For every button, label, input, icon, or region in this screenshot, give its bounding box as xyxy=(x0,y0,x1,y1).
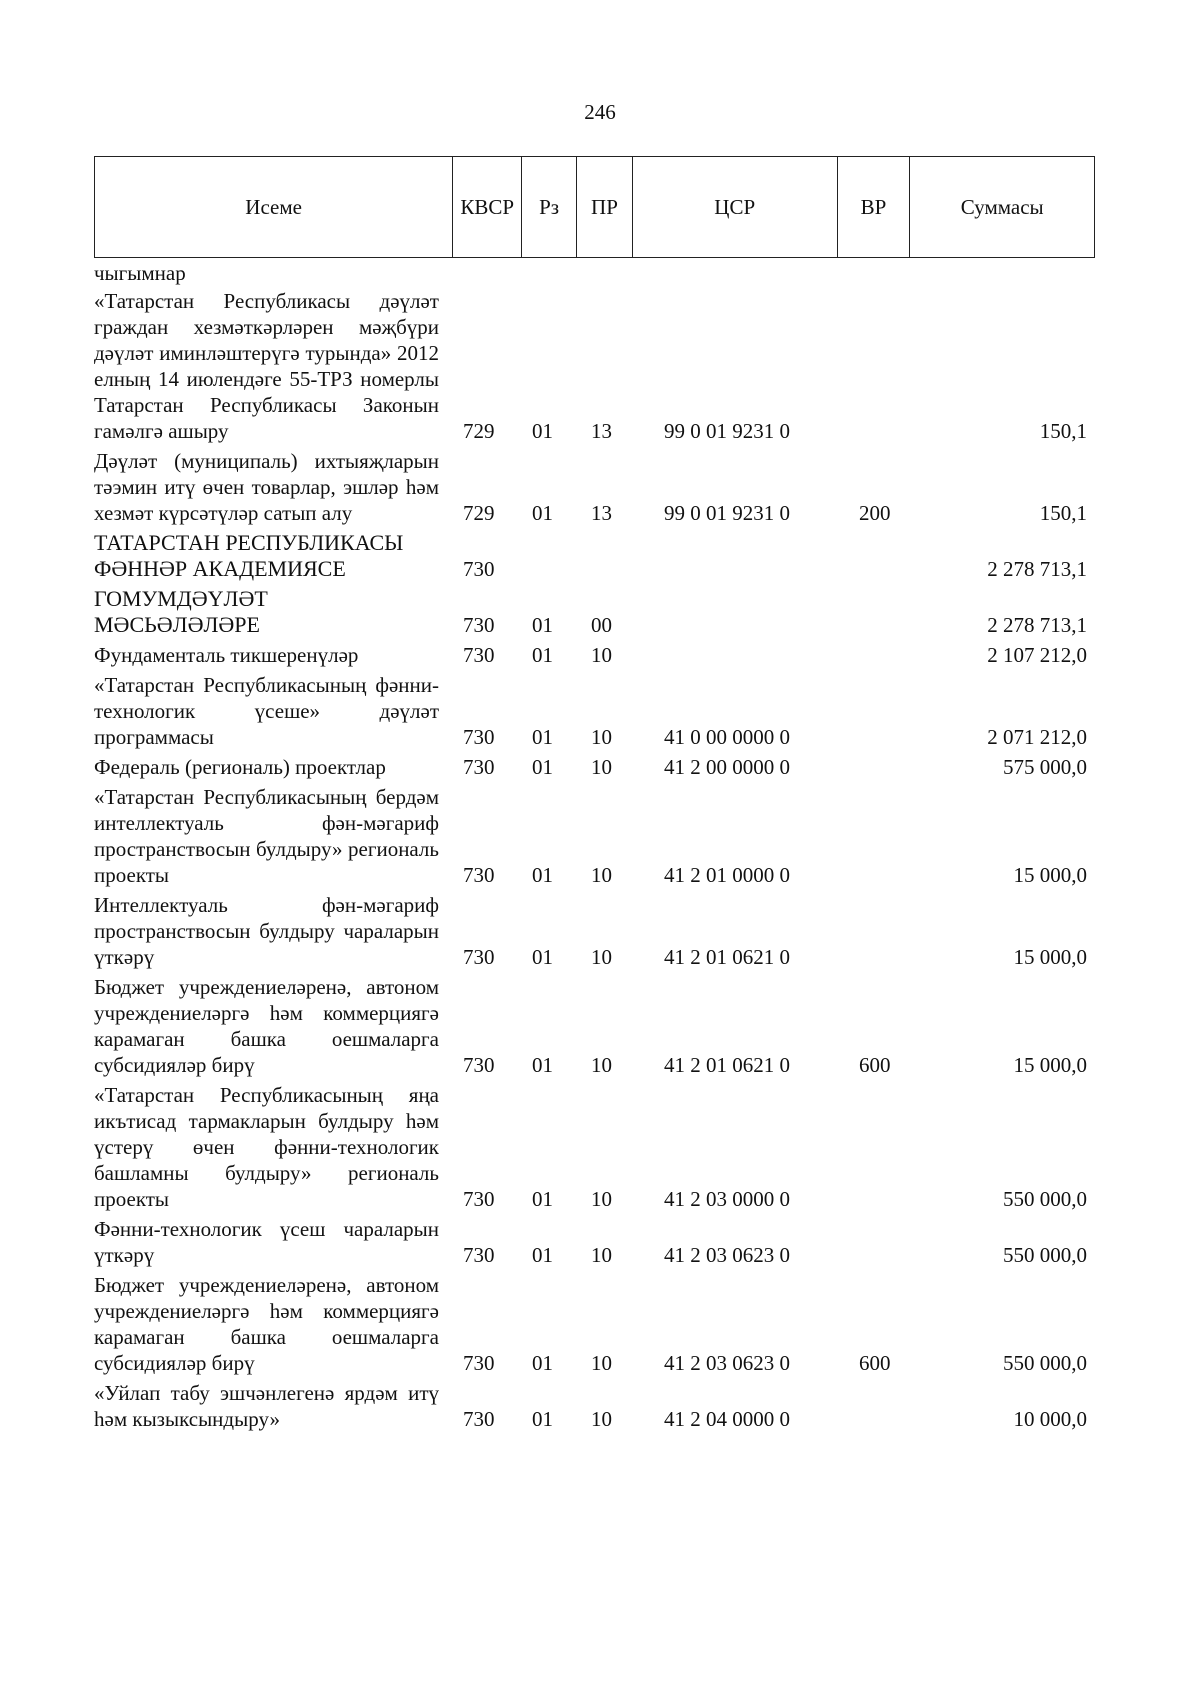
row-name: Фәнни-технологик үсеш чараларын үткәрү xyxy=(94,1217,439,1267)
table-row xyxy=(94,892,1095,970)
row-pr: 10 xyxy=(591,1407,612,1431)
row-pr: 10 xyxy=(591,1187,612,1211)
row-pr: 10 xyxy=(591,755,612,779)
table-header xyxy=(94,156,1095,258)
header-rz: Рз xyxy=(522,157,577,257)
budget-table xyxy=(94,156,1095,1436)
row-kvsr: 730 xyxy=(463,613,495,637)
row-csr: 41 2 03 0623 0 xyxy=(664,1351,790,1375)
row-rz: 01 xyxy=(532,643,553,667)
table-row xyxy=(94,642,1095,668)
row-sum: 2 071 212,0 xyxy=(987,725,1087,749)
row-name: «Татарстан Республикасының бердәм интеллектуаль фән-мәгариф пространствосын булдыру» региональ проекты xyxy=(94,785,439,887)
row-kvsr: 729 xyxy=(463,501,495,525)
header-pr: ПР xyxy=(577,157,633,257)
table-row xyxy=(94,530,1095,582)
row-csr: 41 0 00 0000 0 xyxy=(664,725,790,749)
page-number: 246 xyxy=(584,100,616,124)
row-rz: 01 xyxy=(532,1407,553,1431)
row-rz: 01 xyxy=(532,863,553,887)
row-pr: 10 xyxy=(591,1053,612,1077)
header-vr: ВР xyxy=(838,157,911,257)
row-pr: 10 xyxy=(591,725,612,749)
row-kvsr: 730 xyxy=(463,1187,495,1211)
table-row xyxy=(94,672,1095,750)
row-csr: 99 0 01 9231 0 xyxy=(664,501,790,525)
row-sum: 575 000,0 xyxy=(1003,755,1087,779)
table-row xyxy=(94,448,1095,526)
row-rz: 01 xyxy=(532,725,553,749)
row-sum: 150,1 xyxy=(1039,501,1087,525)
row-kvsr: 730 xyxy=(463,863,495,887)
table-row xyxy=(94,784,1095,888)
continuation-text: чыгымнар xyxy=(94,261,186,285)
row-kvsr: 729 xyxy=(463,419,495,443)
row-name: «Татарстан Республикасының фәнни-технологик үсеше» дәүләт программасы xyxy=(94,673,439,749)
row-kvsr: 730 xyxy=(463,557,495,581)
row-sum: 10 000,0 xyxy=(1013,1407,1087,1431)
row-name: «Татарстан Республикасының яңа икътисад тармакларын булдыру һәм үстерү өчен фәнни-технологик башламны булдыру» региональ проекты xyxy=(94,1083,439,1211)
row-csr: 99 0 01 9231 0 xyxy=(664,419,790,443)
row-pr: 00 xyxy=(591,613,612,637)
row-csr: 41 2 01 0621 0 xyxy=(664,1053,790,1077)
row-sum: 15 000,0 xyxy=(1013,945,1087,969)
row-name: ГОМУМДӘҮЛӘТ МӘСЬӘЛӘЛӘРЕ xyxy=(94,586,268,637)
row-sum: 15 000,0 xyxy=(1013,1053,1087,1077)
row-name: «Татарстан Республикасы дәүләт граждан хезмәткәрләрен мәҗбүри дәүләт иминләштерүгә турында» 2012 елның 14 июлендәге 55-ТРЗ номерлы Татарстан Республикасы Законын гамәлгә ашыру xyxy=(94,289,439,443)
row-kvsr: 730 xyxy=(463,643,495,667)
row-name: Бюджет учреждениеләренә, автоном учреждениеләргә һәм коммерциягә карамаган башка оешмаларга субсидияләр бирү xyxy=(94,975,439,1077)
row-pr: 10 xyxy=(591,945,612,969)
row-csr: 41 2 04 0000 0 xyxy=(664,1407,790,1431)
row-rz: 01 xyxy=(532,1187,553,1211)
row-name: Бюджет учреждениеләренә, автоном учреждениеләргә һәм коммерциягә карамаган башка оешмаларга субсидияләр бирү xyxy=(94,1273,439,1375)
row-sum: 550 000,0 xyxy=(1003,1243,1087,1267)
row-rz: 01 xyxy=(532,419,553,443)
row-rz: 01 xyxy=(532,755,553,779)
table-row xyxy=(94,1216,1095,1268)
row-csr: 41 2 01 0000 0 xyxy=(664,863,790,887)
row-name: Дәүләт (муниципаль) ихтыяҗларын тәэмин итү өчен товарлар, эшләр һәм хезмәт күрсәтүләр сатып алу xyxy=(94,449,439,525)
row-csr: 41 2 03 0000 0 xyxy=(664,1187,790,1211)
row-rz: 01 xyxy=(532,1053,553,1077)
row-name: ТАТАРСТАН РЕСПУБЛИКАСЫ ФӘННӘР АКАДЕМИЯСЕ xyxy=(94,530,404,581)
row-rz: 01 xyxy=(532,1351,553,1375)
row-pr: 10 xyxy=(591,643,612,667)
row-kvsr: 730 xyxy=(463,1407,495,1431)
row-csr: 41 2 00 0000 0 xyxy=(664,755,790,779)
row-name: Федераль (региональ) проектлар xyxy=(94,755,386,779)
table-row xyxy=(94,586,1095,638)
table-row xyxy=(94,1380,1095,1432)
table-row xyxy=(94,754,1095,780)
row-kvsr: 730 xyxy=(463,1053,495,1077)
row-sum: 2 278 713,1 xyxy=(987,557,1087,581)
row-vr: 600 xyxy=(859,1053,891,1077)
row-pr: 10 xyxy=(591,1351,612,1375)
row-sum: 150,1 xyxy=(1039,419,1087,443)
row-rz: 01 xyxy=(532,501,553,525)
row-rz: 01 xyxy=(532,945,553,969)
row-sum: 2 278 713,1 xyxy=(987,613,1087,637)
row-sum: 15 000,0 xyxy=(1013,863,1087,887)
row-sum: 550 000,0 xyxy=(1003,1351,1087,1375)
row-vr: 200 xyxy=(859,501,891,525)
row-name: Фундаменталь тикшеренүләр xyxy=(94,643,359,667)
table-row xyxy=(94,974,1095,1078)
table-body xyxy=(94,288,1095,1432)
row-pr: 13 xyxy=(591,419,612,443)
row-name: «Уйлап табу эшчәнлегенә ярдәм итү һәм кызыксындыру» xyxy=(94,1381,439,1431)
row-kvsr: 730 xyxy=(463,725,495,749)
row-name: Интеллектуаль фән-мәгариф пространствосын булдыру чараларын үткәрү xyxy=(94,893,439,969)
table-row xyxy=(94,1272,1095,1376)
row-kvsr: 730 xyxy=(463,945,495,969)
row-pr: 10 xyxy=(591,863,612,887)
row-kvsr: 730 xyxy=(463,1243,495,1267)
header-name: Исеме xyxy=(95,157,453,257)
row-sum: 2 107 212,0 xyxy=(987,643,1087,667)
row-kvsr: 730 xyxy=(463,1351,495,1375)
row-kvsr: 730 xyxy=(463,755,495,779)
row-sum: 550 000,0 xyxy=(1003,1187,1087,1211)
table-row xyxy=(94,288,1095,444)
header-csr: ЦСР xyxy=(633,157,838,257)
row-rz: 01 xyxy=(532,1243,553,1267)
row-rz: 01 xyxy=(532,613,553,637)
header-kvsr: КВСР xyxy=(453,157,522,257)
row-pr: 13 xyxy=(591,501,612,525)
row-pr: 10 xyxy=(591,1243,612,1267)
table-row xyxy=(94,1082,1095,1212)
row-csr: 41 2 03 0623 0 xyxy=(664,1243,790,1267)
row-csr: 41 2 01 0621 0 xyxy=(664,945,790,969)
header-sum: Суммасы xyxy=(960,194,1044,219)
row-vr: 600 xyxy=(859,1351,891,1375)
